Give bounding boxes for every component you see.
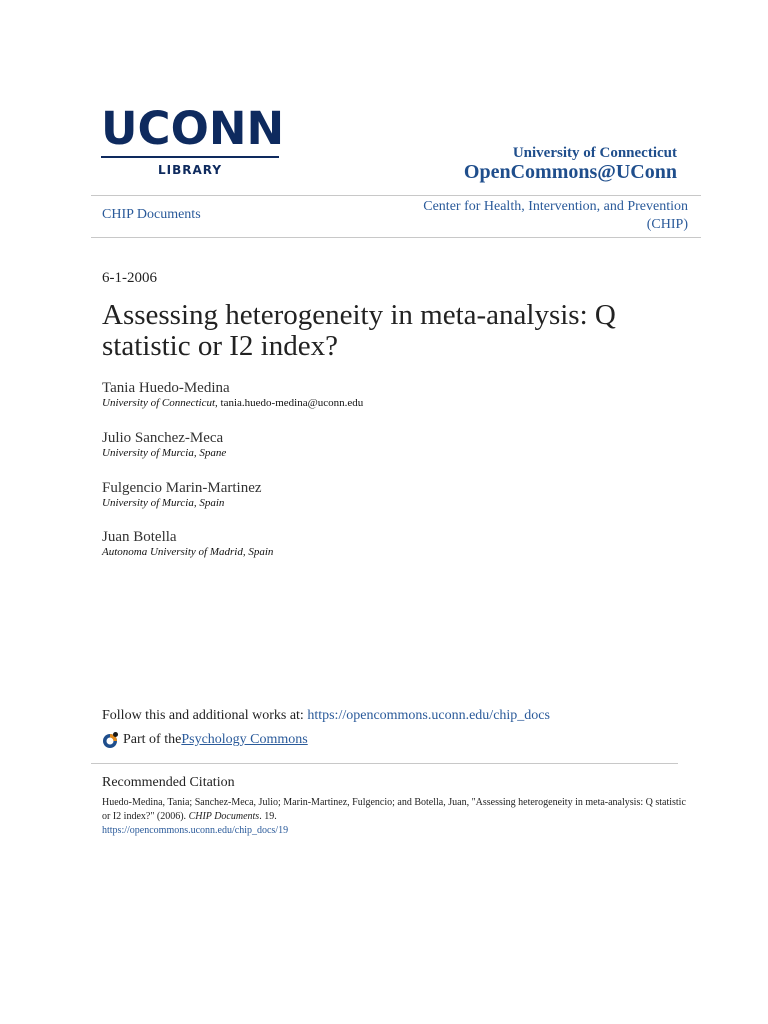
logo-divider (101, 156, 279, 158)
author-block (102, 529, 273, 558)
author-block (102, 430, 226, 459)
university-name[interactable]: University of Connecticut (512, 145, 677, 161)
part-of-line (102, 731, 308, 749)
author-name: Juan Botella (102, 529, 177, 545)
author-block (102, 380, 363, 409)
repository-name[interactable]: OpenCommons@UConn (463, 161, 677, 183)
affiliation-text: University of Murcia, Spain (102, 497, 225, 509)
center-line-1: Center for Health, Intervention, and Prevention (423, 199, 688, 214)
author-email: , tania.huedo-medina@uconn.edu (215, 397, 364, 409)
citation-url-link[interactable]: https://opencommons.uconn.edu/chip_docs/19 (102, 825, 289, 836)
author-block (102, 480, 262, 509)
follow-line (102, 708, 550, 724)
author-name: Julio Sanchez-Meca (102, 430, 224, 446)
citation-text: Huedo-Medina, Tania; Sanchez-Meca, Julio; Marin-Martinez, Fulgencio; and Botella, Juan, "Assessing heterogeneity in meta-analysis: Q statistic or I2 index?" (2006). (102, 797, 686, 822)
citation-journal: CHIP Documents (188, 811, 260, 822)
citation-block (102, 796, 692, 838)
author-name: Fulgencio Marin-Martinez (102, 480, 262, 496)
logo-subtitle: LIBRARY (157, 163, 223, 177)
author-affiliation (102, 447, 226, 459)
uconn-logo-wordmark: UCONN (101, 102, 285, 155)
collection-link[interactable]: https://opencommons.uconn.edu/chip_docs (307, 708, 550, 723)
part-of-text: Part of the (123, 732, 182, 747)
paper-title: Assessing heterogeneity in meta-analysis: Q statistic or I2 index? (102, 299, 616, 362)
affiliation-text: University of Connecticut (102, 397, 216, 409)
center-line-2: (CHIP) (646, 217, 688, 232)
recommended-citation-heading: Recommended Citation (102, 775, 235, 790)
follow-text: Follow this and additional works at: (102, 708, 308, 723)
author-affiliation (102, 497, 262, 509)
author-affiliation (102, 397, 363, 409)
series-link[interactable]: CHIP Documents (102, 207, 201, 222)
discipline-link[interactable]: Psychology Commons (181, 732, 308, 747)
header-rule-bottom (91, 237, 701, 238)
author-affiliation (102, 546, 273, 558)
bepress-commons-icon (102, 731, 120, 749)
publication-date: 6-1-2006 (102, 270, 157, 286)
affiliation-text: Autonoma University of Madrid, Spain (102, 546, 274, 558)
header-rule-top (91, 195, 701, 196)
center-link[interactable] (388, 198, 688, 234)
affiliation-text: University of Murcia, Spane (102, 447, 227, 459)
citation-tail: . 19. (259, 811, 277, 822)
author-name: Tania Huedo-Medina (102, 380, 230, 396)
citation-divider (91, 763, 678, 764)
